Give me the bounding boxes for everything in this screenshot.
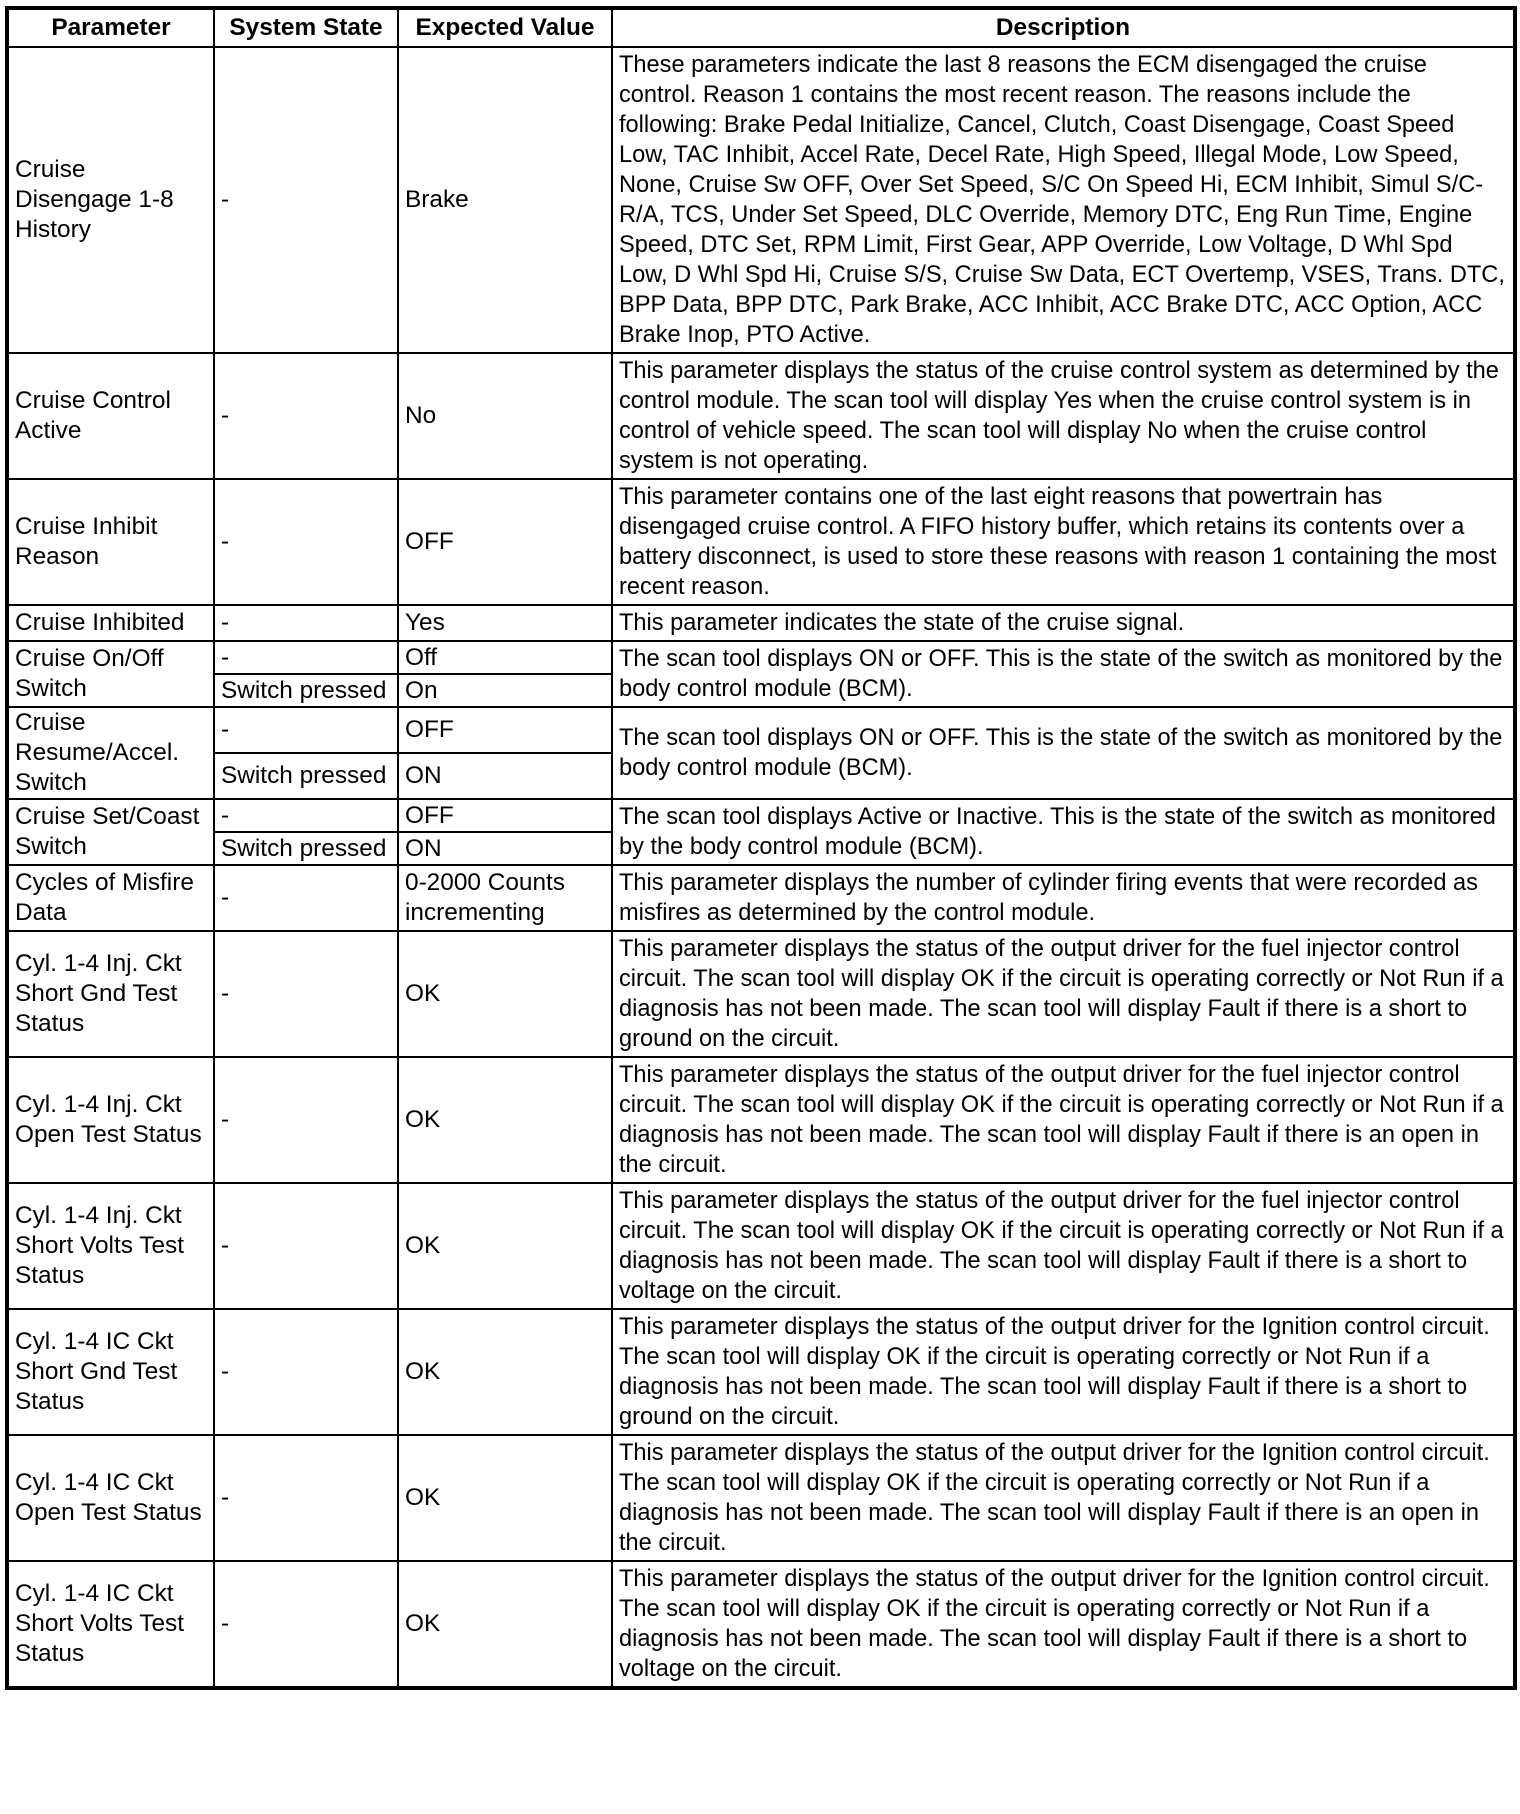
- system-state-cell: Switch pressed: [214, 832, 398, 865]
- parameter-cell: Cyl. 1-4 Inj. Ckt Short Volts Test Status: [7, 1183, 214, 1309]
- expected-value-cell: OK: [398, 1057, 612, 1183]
- table-row: [7, 799, 1515, 832]
- parameter-cell: Cyl. 1-4 IC Ckt Open Test Status: [7, 1435, 214, 1561]
- description-cell: This parameter displays the status of the output driver for the Ignition control circuit. The scan tool will display OK if the circuit is operating correctly or Not Run if a diagnosis has not been made. The scan tool will display Fault if there is a short to ground on the circuit.: [612, 1309, 1515, 1435]
- parameter-cell: Cruise Inhibited: [7, 605, 214, 641]
- header-parameter: Parameter: [7, 8, 214, 47]
- parameter-cell: Cycles of Misfire Data: [7, 865, 214, 931]
- expected-value-cell: 0-2000 Counts incrementing: [398, 865, 612, 931]
- expected-value-cell: OK: [398, 1561, 612, 1688]
- system-state-cell: -: [214, 1057, 398, 1183]
- system-state-cell: Switch pressed: [214, 674, 398, 707]
- system-state-cell: -: [214, 353, 398, 479]
- table-row: [7, 353, 1515, 479]
- parameter-table: [5, 6, 1517, 1690]
- system-state-cell: -: [214, 1435, 398, 1561]
- table-row: [7, 865, 1515, 931]
- system-state-cell: Switch pressed: [214, 753, 398, 799]
- table-row: [7, 605, 1515, 641]
- expected-value-cell: OFF: [398, 799, 612, 832]
- system-state-cell: -: [214, 641, 398, 674]
- parameter-cell: Cruise On/Off Switch: [7, 641, 214, 707]
- header-description: Description: [612, 8, 1515, 47]
- expected-value-cell: ON: [398, 753, 612, 799]
- parameter-cell: Cyl. 1-4 Inj. Ckt Short Gnd Test Status: [7, 931, 214, 1057]
- parameter-cell: Cruise Control Active: [7, 353, 214, 479]
- description-cell: The scan tool displays Active or Inactive. This is the state of the switch as monitored by the body control module (BCM).: [612, 799, 1515, 865]
- parameter-cell: Cruise Set/Coast Switch: [7, 799, 214, 865]
- parameter-cell: Cyl. 1-4 IC Ckt Short Volts Test Status: [7, 1561, 214, 1688]
- description-cell: This parameter displays the status of the output driver for the Ignition control circuit. The scan tool will display OK if the circuit is operating correctly or Not Run if a diagnosis has not been made. The scan tool will display Fault if there is a short to voltage on the circuit.: [612, 1561, 1515, 1688]
- document-page: [5, 6, 1517, 1690]
- description-cell: This parameter indicates the state of the cruise signal.: [612, 605, 1515, 641]
- expected-value-cell: OFF: [398, 707, 612, 753]
- expected-value-cell: No: [398, 353, 612, 479]
- system-state-cell: -: [214, 707, 398, 753]
- system-state-cell: -: [214, 799, 398, 832]
- description-cell: The scan tool displays ON or OFF. This is the state of the switch as monitored by the body control module (BCM).: [612, 707, 1515, 799]
- description-cell: This parameter displays the number of cylinder firing events that were recorded as misfires as determined by the control module.: [612, 865, 1515, 931]
- system-state-cell: -: [214, 1309, 398, 1435]
- expected-value-cell: OK: [398, 1309, 612, 1435]
- parameter-cell: Cruise Inhibit Reason: [7, 479, 214, 605]
- parameter-cell: Cyl. 1-4 IC Ckt Short Gnd Test Status: [7, 1309, 214, 1435]
- description-cell: This parameter contains one of the last eight reasons that powertrain has disengaged cruise control. A FIFO history buffer, which retains its contents over a battery disconnect, is used to store these reasons with reason 1 containing the most recent reason.: [612, 479, 1515, 605]
- table-row: [7, 1561, 1515, 1688]
- expected-value-cell: OFF: [398, 479, 612, 605]
- expected-value-cell: Yes: [398, 605, 612, 641]
- table-header-row: [7, 8, 1515, 47]
- expected-value-cell: On: [398, 674, 612, 707]
- expected-value-cell: OK: [398, 1183, 612, 1309]
- table-row: [7, 931, 1515, 1057]
- parameter-cell: Cyl. 1-4 Inj. Ckt Open Test Status: [7, 1057, 214, 1183]
- system-state-cell: -: [214, 47, 398, 353]
- system-state-cell: -: [214, 931, 398, 1057]
- expected-value-cell: OK: [398, 1435, 612, 1561]
- table-row: [7, 1309, 1515, 1435]
- table-row: [7, 479, 1515, 605]
- description-cell: These parameters indicate the last 8 reasons the ECM disengaged the cruise control. Reason 1 contains the most recent reason. The reasons include the following: Brake Pedal Initialize, Cancel, Clutch, Coast Disengage, Coast Speed Low, TAC Inhibit, Accel Rate, Decel Rate, High Speed, Illegal Mode, Low Speed, None, Cruise Sw OFF, Over Set Speed, S/C On Speed Hi, ECM Inhibit, Simul S/C-R/A, TCS, Under Set Speed, DLC Override, Memory DTC, Eng Run Time, Engine Speed, DTC Set, RPM Limit, First Gear, APP Override, Low Voltage, D Whl Spd Low, D Whl Spd Hi, Cruise S/S, Cruise Sw Data, ECT Overtemp, VSES, Trans. DTC, BPP Data, BPP DTC, Park Brake, ACC Inhibit, ACC Brake DTC, ACC Option, ACC Brake Inop, PTO Active.: [612, 47, 1515, 353]
- description-cell: This parameter displays the status of the output driver for the fuel injector control circuit. The scan tool will display OK if the circuit is operating correctly or Not Run if a diagnosis has not been made. The scan tool will display Fault if there is a short to voltage on the circuit.: [612, 1183, 1515, 1309]
- system-state-cell: -: [214, 1561, 398, 1688]
- description-cell: This parameter displays the status of the output driver for the fuel injector control circuit. The scan tool will display OK if the circuit is operating correctly or Not Run if a diagnosis has not been made. The scan tool will display Fault if there is a short to ground on the circuit.: [612, 931, 1515, 1057]
- header-expected-value: Expected Value: [398, 8, 612, 47]
- description-cell: This parameter displays the status of the output driver for the Ignition control circuit. The scan tool will display OK if the circuit is operating correctly or Not Run if a diagnosis has not been made. The scan tool will display Fault if there is an open in the circuit.: [612, 1435, 1515, 1561]
- table-row: [7, 707, 1515, 753]
- table-row: [7, 1057, 1515, 1183]
- description-cell: This parameter displays the status of the output driver for the fuel injector control circuit. The scan tool will display OK if the circuit is operating correctly or Not Run if a diagnosis has not been made. The scan tool will display Fault if there is an open in the circuit.: [612, 1057, 1515, 1183]
- description-cell: This parameter displays the status of the cruise control system as determined by the control module. The scan tool will display Yes when the cruise control system is in control of vehicle speed. The scan tool will display No when the cruise control system is not operating.: [612, 353, 1515, 479]
- system-state-cell: -: [214, 1183, 398, 1309]
- expected-value-cell: OK: [398, 931, 612, 1057]
- header-system-state: System State: [214, 8, 398, 47]
- description-cell: The scan tool displays ON or OFF. This is the state of the switch as monitored by the body control module (BCM).: [612, 641, 1515, 707]
- expected-value-cell: ON: [398, 832, 612, 865]
- system-state-cell: -: [214, 865, 398, 931]
- table-row: [7, 641, 1515, 674]
- parameter-cell: Cruise Resume/Accel. Switch: [7, 707, 214, 799]
- parameter-cell: Cruise Disengage 1-8 History: [7, 47, 214, 353]
- system-state-cell: -: [214, 605, 398, 641]
- table-row: [7, 1435, 1515, 1561]
- table-row: [7, 1183, 1515, 1309]
- expected-value-cell: Brake: [398, 47, 612, 353]
- table-row: [7, 47, 1515, 353]
- expected-value-cell: Off: [398, 641, 612, 674]
- system-state-cell: -: [214, 479, 398, 605]
